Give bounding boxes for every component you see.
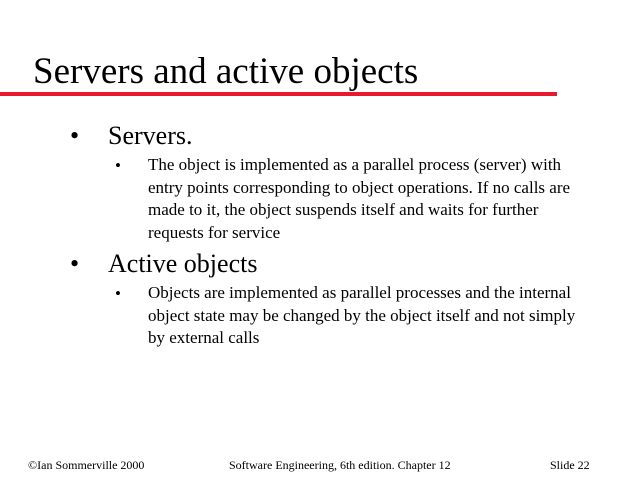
sub-bullet-icon: • [115,284,121,303]
footer-copyright: ©Ian Sommerville 2000 [28,458,145,472]
section-heading-servers: Servers. [108,121,193,150]
section-text-servers: The object is implemented as a parallel process (server) with entry points corresponding to object operations. If no calls are made to it, the object suspends itself and waits for further requests for service [148,155,571,242]
footer-slide-number: Slide 22 [550,458,590,472]
slide-title: Servers and active objects [33,51,419,92]
section-heading-active-objects: Active objects [108,249,258,278]
sub-bullet-icon: • [115,156,121,175]
title-underline [0,92,557,96]
footer-book: Software Engineering, 6th edition. Chapter 12 [229,458,451,472]
section-text-active-objects: Objects are implemented as parallel processes and the internal object state may be changed by the object itself and not simply by external calls [148,283,576,347]
bullet-icon: • [70,249,80,278]
bullet-icon: • [70,121,80,150]
